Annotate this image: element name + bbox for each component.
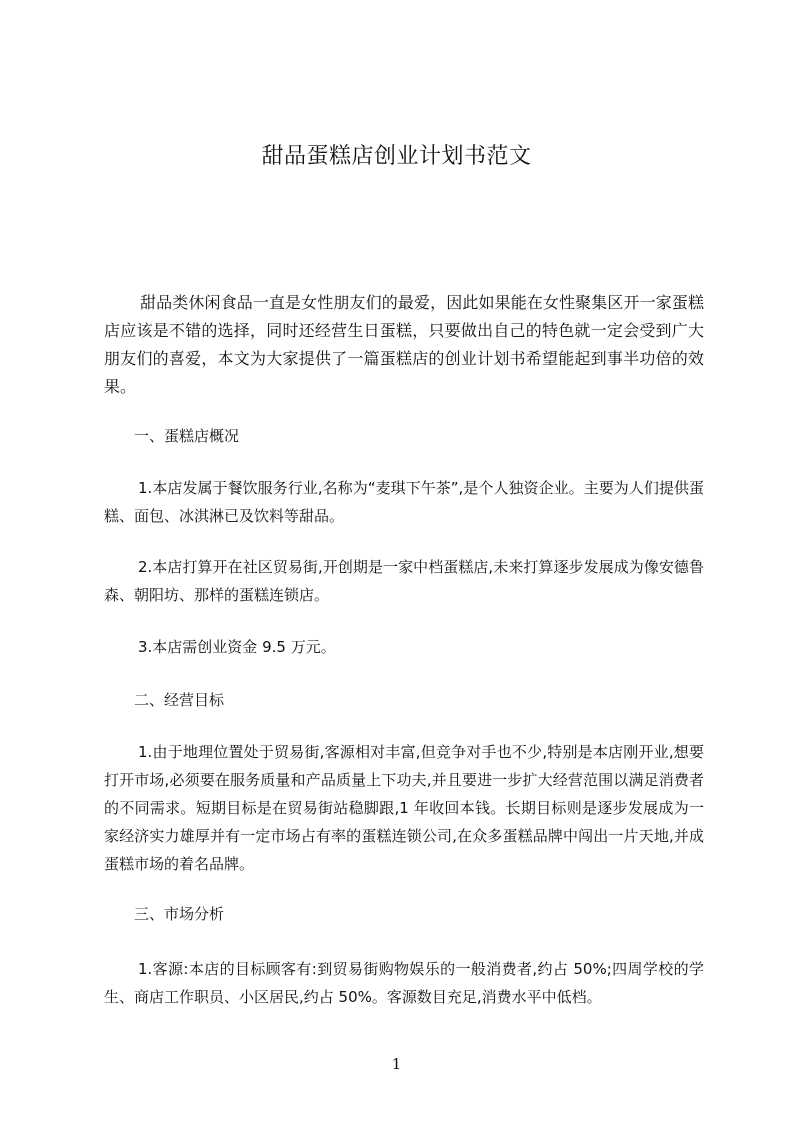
section-heading-market: 三、市场分析 — [134, 905, 225, 923]
overview-paragraph-3: 3.本店需创业资金 9.5 万元。 — [138, 638, 336, 656]
document-title: 甜品蛋糕店创业计划书范文 — [261, 144, 532, 169]
intro-paragraph: 甜品类休闲食品一直是女性朋友们的最爱，因此如果能在女性聚集区开一家蛋糕店应该是不错的选择，同时还经营生日蛋糕，只要做出自己的特色就一定会受到广大朋友们的喜爱，本文为大家提供了一篇蛋糕店的创业计划书希望能起到事半功倍的效果。 — [104, 293, 704, 396]
goals-paragraph-1: 1.由于地理位置处于贸易街,客源相对丰富,但竞争对手也不少,特别是本店刚开业,想要打开市场,必须要在服务质量和产品质量上下功夫,并且要进一步扩大经营范围以满足消费者的不同需求。短期目标是在贸易街站稳脚跟,1 年收回本钱。长期目标则是逐步发展成为一家经济实力雄厚并有一定市场占有率的蛋糕连锁公司,在众多蛋糕品牌中闯出一片天地,并成蛋糕市场的着名品牌。 — [104, 743, 704, 873]
section-heading-overview: 一、蛋糕店概况 — [134, 427, 240, 445]
page-number: 1 — [391, 1055, 402, 1073]
market-paragraph-1: 1.客源:本店的目标顾客有:到贸易街购物娱乐的一般消费者,约占 50%;四周学校的学生、商店工作职员、小区居民,约占 50%。客源数目充足,消费水平中低档。 — [104, 960, 704, 1006]
section-heading-goals: 二、经营目标 — [134, 691, 225, 709]
overview-paragraph-1: 1.本店发属于餐饮服务行业,名称为“麦琪下午茶”,是个人独资企业。主要为人们提供蛋糕、面包、冰淇淋已及饮料等甜品。 — [104, 479, 704, 525]
overview-paragraph-2: 2.本店打算开在社区贸易街,开创期是一家中档蛋糕店,未来打算逐步发展成为像安德鲁森、朝阳坊、那样的蛋糕连锁店。 — [104, 558, 704, 604]
